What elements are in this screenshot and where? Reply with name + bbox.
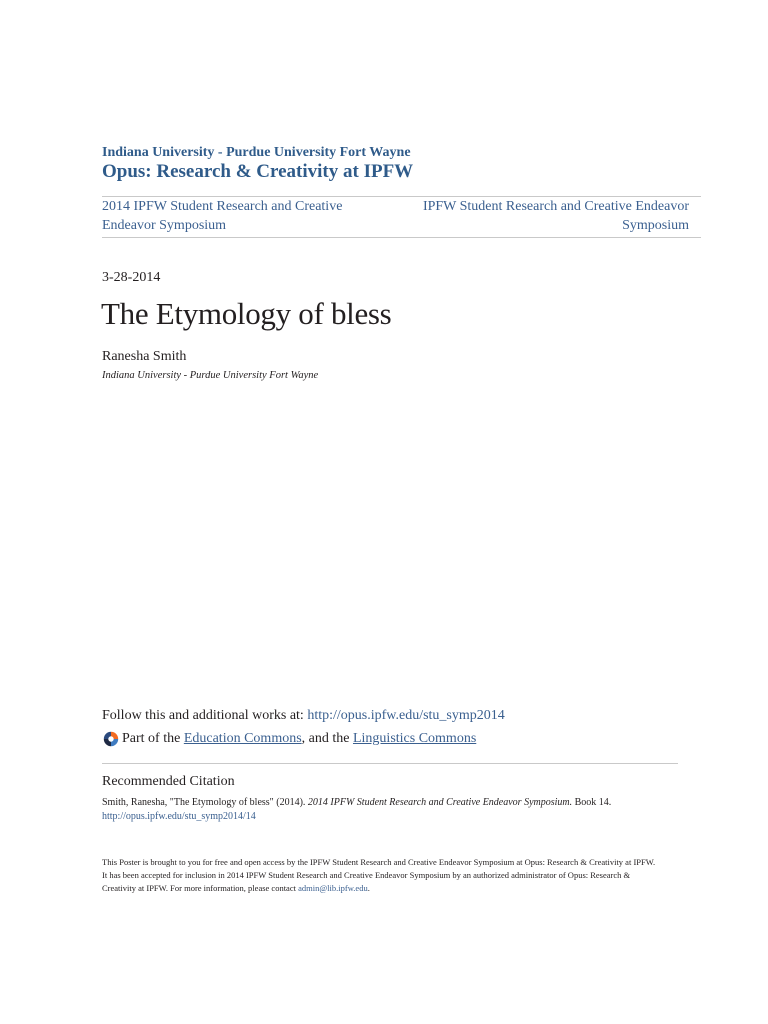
series-link-right[interactable]: IPFW Student Research and Creative Endeavor Symposium (422, 199, 689, 233)
and-the-text: , and the (301, 731, 350, 746)
access-notice (102, 856, 662, 895)
citation-text (102, 796, 682, 824)
follow-url-link[interactable]: http://opus.ipfw.edu/stu_symp2014 (307, 708, 505, 723)
author-name: Ranesha Smith (102, 349, 187, 364)
follow-line (102, 708, 505, 724)
publication-date: 3-28-2014 (102, 270, 161, 285)
citation-url-link[interactable]: http://opus.ipfw.edu/stu_symp2014/14 (102, 811, 256, 822)
notice-end: . (367, 883, 370, 893)
citation-heading: Recommended Citation (102, 774, 235, 789)
citation-start: Smith, Ranesha, "The Etymology of bless" (2014). (102, 797, 306, 808)
citation-divider (102, 763, 678, 764)
institution-name[interactable]: Indiana University - Purdue University Fort Wayne (102, 145, 411, 160)
part-of-prefix: Part of the (122, 731, 181, 746)
series-link-left[interactable]: 2014 IPFW Student Research and Creative Endeavor Symposium (102, 199, 343, 233)
education-commons-link[interactable]: Education Commons (183, 731, 302, 746)
part-of-line (102, 730, 476, 748)
author-affiliation: Indiana University - Purdue University Fort Wayne (102, 370, 319, 381)
citation-book: Book 14. (574, 797, 612, 808)
digital-commons-logo-icon (102, 730, 120, 748)
repository-name[interactable]: Opus: Research & Creativity at IPFW (102, 161, 414, 182)
follow-label: Follow this and additional works at: (102, 708, 304, 723)
contact-email-link[interactable]: admin@lib.ipfw.edu (298, 883, 368, 893)
citation-series: 2014 IPFW Student Research and Creative Endeavor Symposium. (307, 797, 573, 808)
paper-title: The Etymology of bless (101, 296, 392, 331)
notice-text: This Poster is brought to you for free and open access by the IPFW Student Research and Creative Endeavor Symposium at Opus: Research & Creativity at IPFW. It has been accepted for inclusion in 2014 IPFW Student Research and Creative Endeavor Symposium by an authorized administrator of Opus: Research & Creativity at IPFW. For more information, please contact (102, 857, 656, 893)
linguistics-commons-link[interactable]: Linguistics Commons (352, 731, 477, 746)
header-divider-bottom (102, 237, 701, 238)
